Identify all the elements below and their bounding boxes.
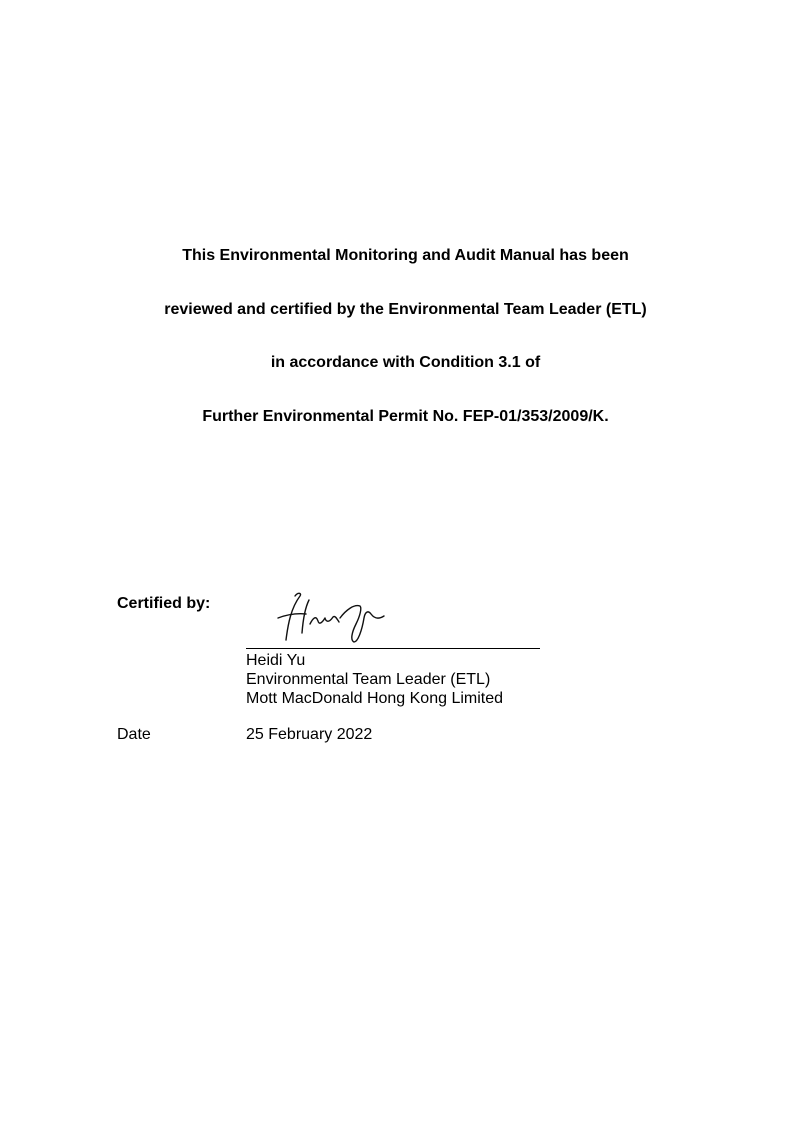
statement-line-3: in accordance with Condition 3.1 of — [270, 354, 541, 371]
signature-line — [246, 648, 540, 649]
signer-block — [246, 651, 503, 708]
date-value: 25 February 2022 — [246, 726, 373, 743]
date-label: Date — [117, 726, 151, 743]
certified-by-label: Certified by: — [117, 595, 211, 612]
statement-line-4: Further Environmental Permit No. FEP-01/353/2009/K. — [202, 408, 609, 425]
signer-name: Heidi Yu — [246, 652, 306, 669]
signer-company: Mott MacDonald Hong Kong Limited — [246, 690, 504, 707]
statement-line-2: reviewed and certified by the Environmental Team Leader (ETL) — [164, 301, 647, 318]
statement-line-1: This Environmental Monitoring and Audit Manual has been — [182, 247, 629, 264]
signature-icon — [276, 588, 400, 644]
signer-title: Environmental Team Leader (ETL) — [246, 671, 491, 688]
